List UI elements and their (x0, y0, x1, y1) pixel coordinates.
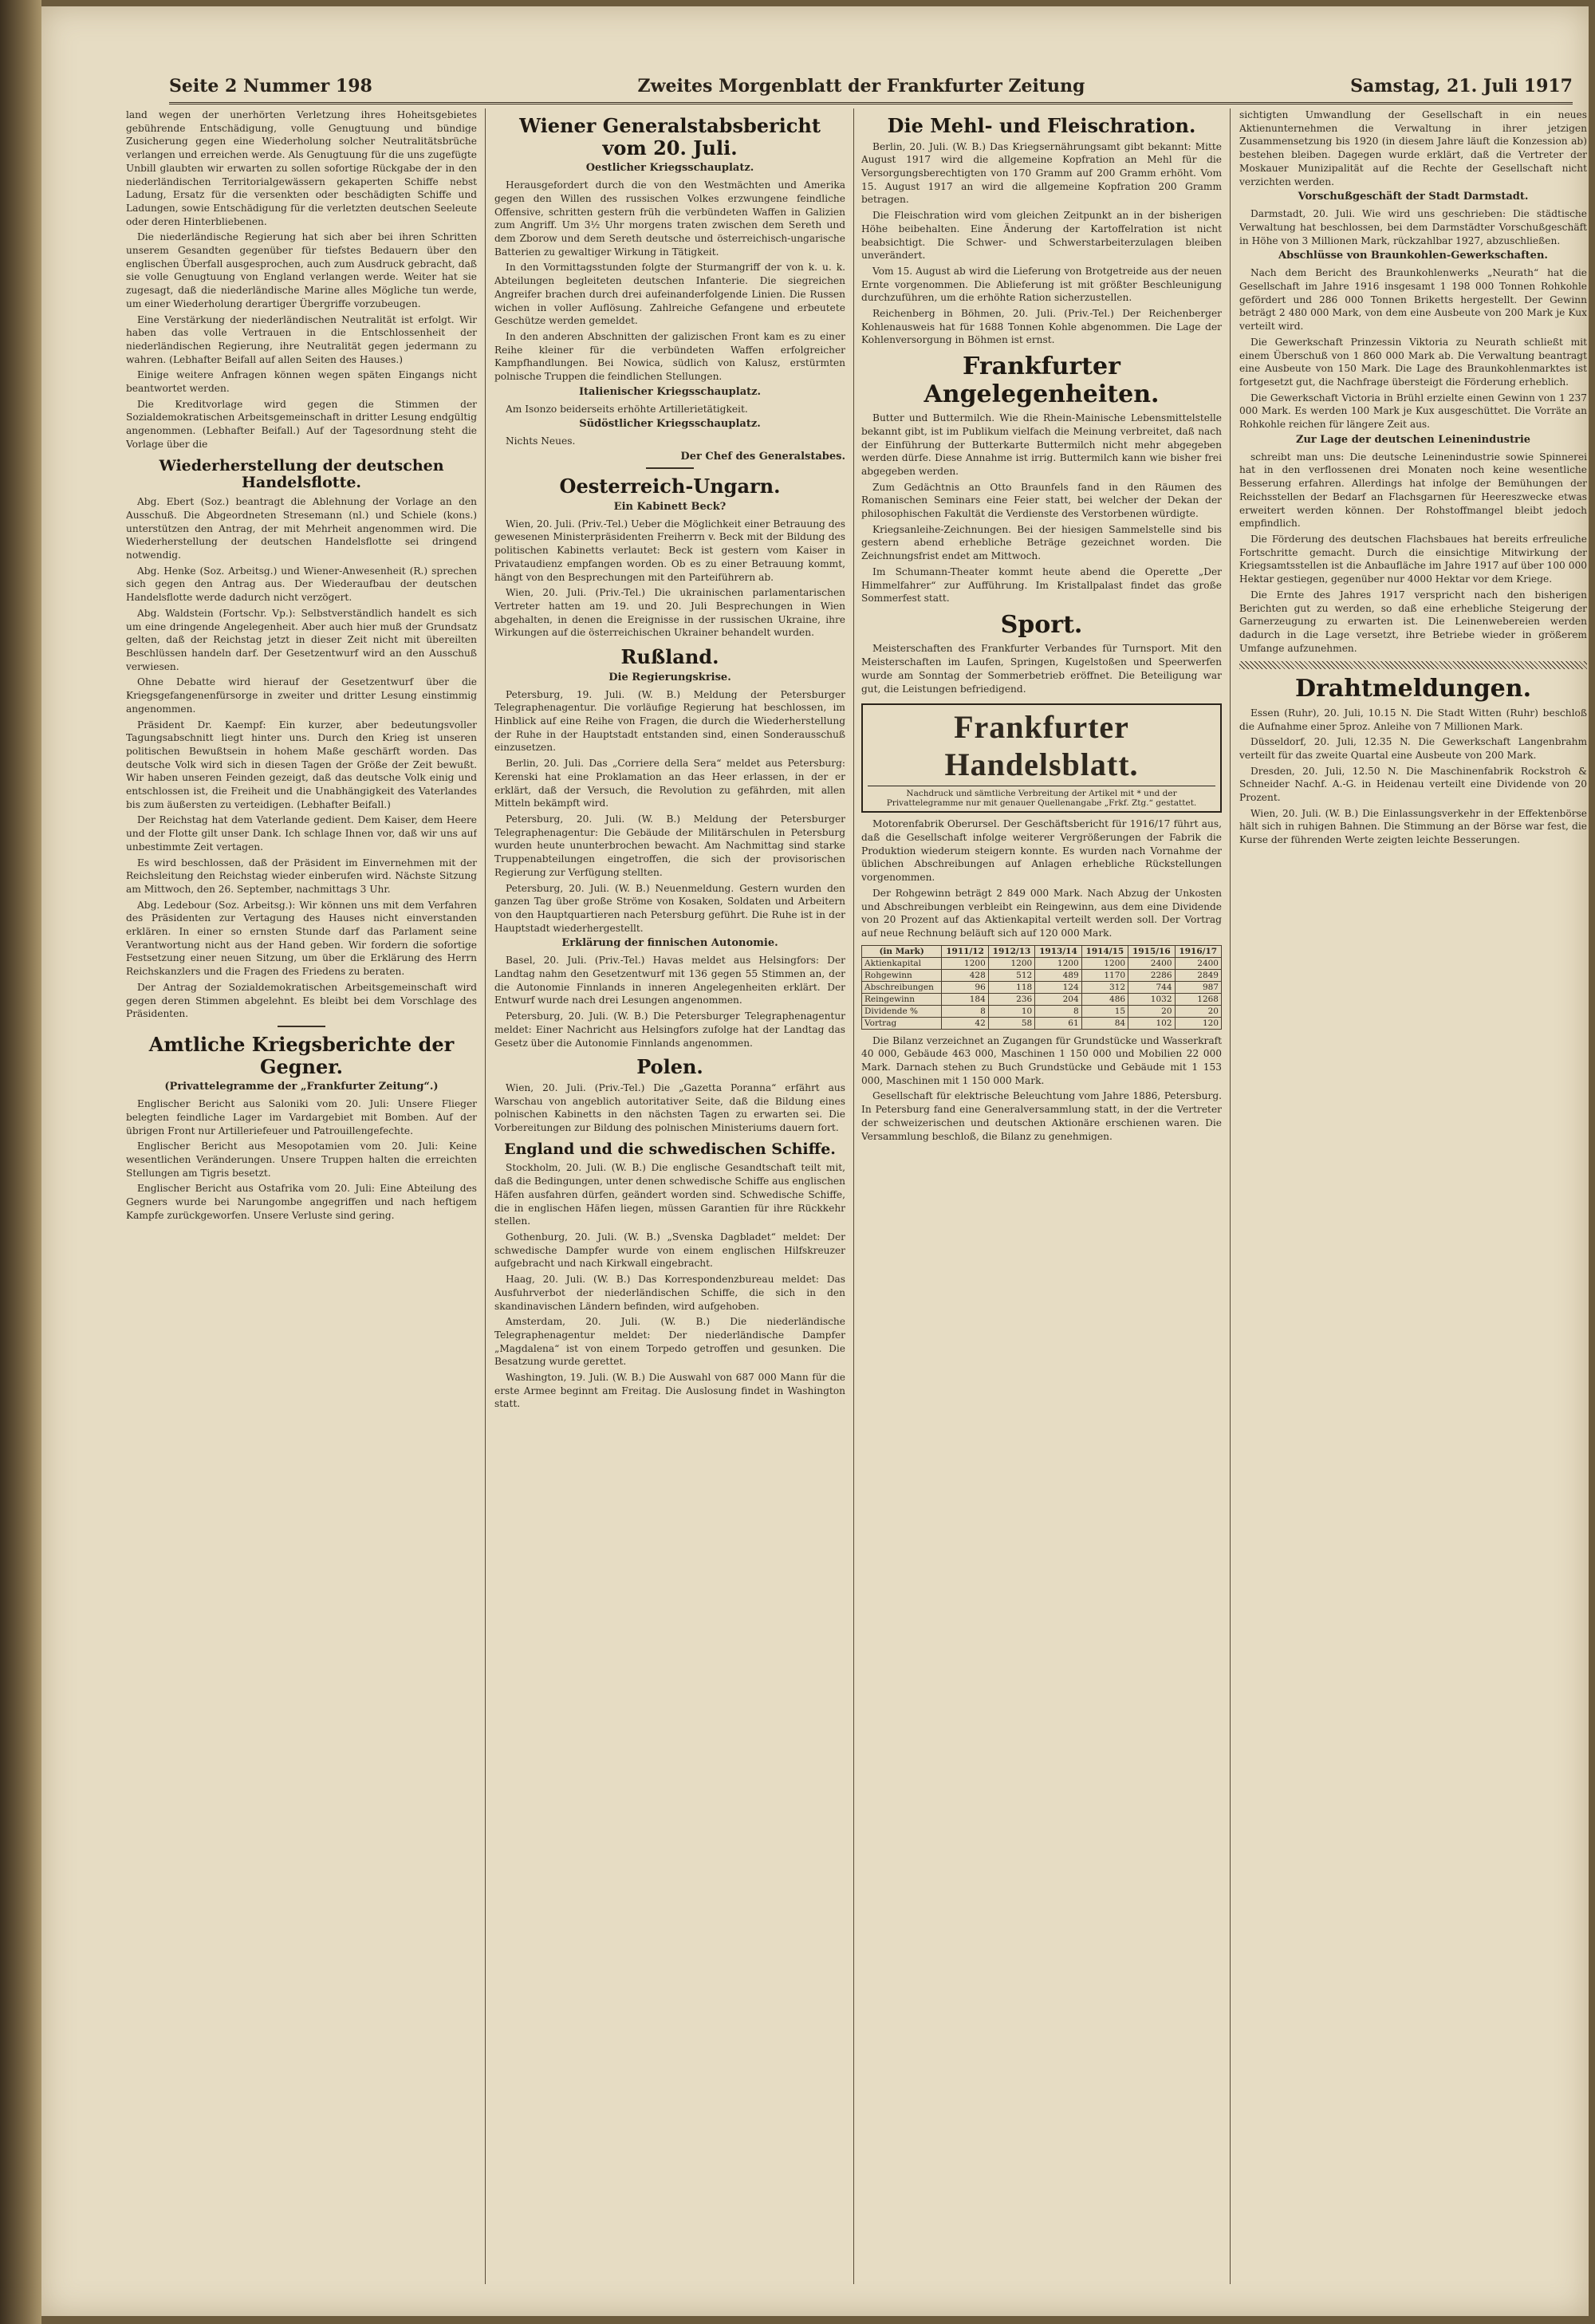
table-cell: 1200 (988, 957, 1034, 969)
table-cell: 744 (1128, 981, 1175, 993)
paragraph: Wien, 20. Juli. (W. B.) Die Einlassungsverkehr in der Effektenbörse hält sich in ruhigen Bahnen. Die Stimmung an der Börse war fest, die Kurse der führenden Werte zeigten leichte Besserungen. (1239, 807, 1587, 846)
paragraph: Berlin, 20. Juli. (W. B.) Das Kriegsernährungsamt gibt bekannt: Mitte August 1917 wird die allgemeine Kopfration an Mehl für die Versorgungsberechtigten von 170 Gramm auf 200 Gramm erhöht. Vom 15. August 1917 an wird die allgemeine Kopfration 200 Gramm betragen. (861, 140, 1222, 206)
paragraph: Essen (Ruhr), 20. Juli, 10.15 N. Die Stadt Witten (Ruhr) beschloß die Aufnahme einer 5proz. Anleihe von 7 Millionen Mark. (1239, 707, 1587, 732)
table-cell: 124 (1035, 981, 1081, 993)
header-masthead: Zweites Morgenblatt der Frankfurter Zeitung (637, 76, 1085, 97)
paragraph: Die Gewerkschaft Victoria in Brühl erzielte einen Gewinn von 1 237 000 Mark. Es werden 100 Mark je Kux ausgeschüttet. Die Vorräte an Rohkohle reichen für längere Zeit aus. (1239, 392, 1587, 431)
table-cell: 2849 (1175, 969, 1221, 981)
table-cell: Reingewinn (862, 993, 942, 1005)
table-cell: 61 (1035, 1017, 1081, 1029)
section-heading: Frankfurter Angelegenheiten. (924, 353, 1160, 408)
paragraph: Ohne Debatte wird hierauf der Gesetzentwurf über die Kriegsgefangenenfürsorge in zweiter und dritter Lesung einstimmig angenommen. (126, 676, 477, 715)
section-heading: Oesterreich-Ungarn. (559, 475, 781, 498)
section-heading: Drahtmeldungen. (1294, 675, 1532, 703)
paragraph: Im Schumann-Theater kommt heute abend die Operette „Der Himmelfahrer“ zur Aufführung. Im Kristallpalast findet das große Sommerfest statt. (861, 565, 1222, 605)
paragraph: Abg. Ebert (Soz.) beantragt die Ablehnung der Vorlage an den Ausschuß. Die Abgeordneten Stresemann (nl.) und Schiele (kons.) unterstützen den Antrag, der mit Mehrheit angenommen wird. Die Wiederherstellung der deutschen Handelsflotte sei dringend notwendig. (126, 496, 477, 561)
paragraph: Petersburg, 20. Juli. (W. B.) Meldung der Petersburger Telegraphenagentur: Die Gebäude der Militärschulen in Petersburg wurden heute ununterbrochen bewacht. Am Nachmittag sind starke Truppenabteilungen eingetroffen, die sich der provisorischen Regierung zur Verfügung stellten. (494, 813, 845, 878)
table-cell: 2400 (1128, 957, 1175, 969)
paragraph: Die niederländische Regierung hat sich aber bei ihren Schritten unserem Gesandten gegenüber für tiefstes Bedauern über den englischen Überfall ausgesprochen, auch zum Ausdruck gebracht, daß sie volle Genugtuung von England verlangen werde. Weiter hat sie zugesagt, daß die niederländische Marine alles Mögliche tun werde, um einer Wiederholung derartiger Übergriffe vorzubeugen. (126, 231, 477, 309)
handelsblatt-banner (861, 703, 1222, 813)
paragraph: In den Vormittagsstunden folgte der Sturmangriff der von k. u. k. Abteilungen begleiteten deutschen Infanterie. Die siegreichen Angreifer brachen durch drei aufeinanderfolgende Linien. Die Russen wichen in voller Auflösung. Zahlreiche Gefangene und erbeutete Geschütze werden gemeldet. (494, 262, 845, 327)
table-cell: 84 (1081, 1017, 1128, 1029)
paragraph: Am Isonzo beiderseits erhöhte Artillerietätigkeit. (506, 403, 748, 415)
table-cell: 42 (942, 1017, 988, 1029)
table-cell: 1268 (1175, 993, 1221, 1005)
paragraph: Zum Gedächtnis an Otto Braunfels fand in den Räumen des Romanischen Seminars eine Feier statt, bei welcher der Dekan der philosophischen Fakultät die Verdienste des Verstorbenen würdigte. (861, 481, 1222, 520)
paragraph: Der Antrag der Sozialdemokratischen Arbeitsgemeinschaft wird gegen deren Stimmen abgelehnt. Es bleibt bei dem Vorschlage des Präsidenten. (126, 981, 477, 1020)
column-2 (494, 108, 845, 2284)
section-heading: Wiederherstellung der deutschen Handelsflotte. (159, 456, 444, 492)
subheading: Italienischer Kriegsschauplatz. (578, 385, 762, 398)
table-cell: 1200 (942, 957, 988, 969)
separator (646, 467, 694, 469)
paragraph: sichtigten Umwandlung der Gesellschaft in ein neues Aktienunternehmen die Verwaltung in ihrer jetzigen Zusammensetzung bis 1920 (in diesem Jahre läuft die Konzession ab) bestehen bleiben. Dagegen wurde erklärt, daß die Vertreter der Moskauer Munizipalität auf die Rechte der Gesellschaft nicht verzichten werden. (1239, 109, 1587, 187)
table-cell: 10 (988, 1005, 1034, 1017)
paragraph: Englischer Bericht aus Mesopotamien vom 20. Juli: Keine wesentlichen Veränderungen. Unsere Truppen halten die erreichten Stellungen am Tigris besetzt. (126, 1140, 477, 1179)
table-cell: 428 (942, 969, 988, 981)
paragraph: Präsident Dr. Kaempf: Ein kurzer, aber bedeutungsvoller Tagungsabschnitt liegt hinter uns. Durch den Krieg ist unseren politischen Bewußtsein in hohem Maße geschärft worden. Das deutsche Volk wird sich in diesen Tagen der Größe der Zeit bewußt. Wir haben unseren Feinden gezeigt, daß das deutsche Volk einig und entschlossen ist, die Freiheit und die Unabhängigkeit des Vaterlandes bis zum äußersten zu verteidigen. (Lebhafter Beifall.) (126, 719, 477, 810)
table-cell: Dividende % (862, 1005, 942, 1017)
paragraph: Es wird beschlossen, daß der Präsident im Einvernehmen mit der Reichsleitung den Reichstag wieder einberufen wird. Nächste Sitzung am Mittwoch, den 26. September, nachmittags 3 Uhr. (126, 857, 477, 895)
paragraph: Washington, 19. Juli. (W. B.) Die Auswahl von 687 000 Mann für die erste Armee beginnt am Freitag. Die Auslosung findet in Washington statt. (494, 1372, 845, 1410)
column-1 (126, 108, 477, 2284)
paragraph: Nach dem Bericht des Braunkohlenwerks „Neurath“ hat die Gesellschaft im Jahre 1916 insgesamt 1 198 000 Tonnen Rohkohle gefördert und 286 000 Tonnen Briketts hergestellt. Der Gewinn beträgt 2 480 000 Mark, von dem eine Ausbeute von 200 Mark je Kux verteilt wird. (1239, 267, 1587, 333)
signature: Der Chef des Generalstabes. (680, 451, 845, 463)
paragraph: Die Ernte des Jahres 1917 verspricht nach den bisherigen Berichten gut zu werden, so daß eine erhebliche Steigerung der Garnerzeugung zu erwarten ist. Die Leinenwebereien werden dadurch in die Lage versetzt, ihre Betriebe wieder in größerem Umfange aufzunehmen. (1239, 589, 1587, 654)
subheading: (Privattelegramme der „Frankfurter Zeitung“.) (164, 1081, 439, 1093)
column-rule (853, 108, 854, 2284)
paragraph: Petersburg, 19. Juli. (W. B.) Meldung der Petersburger Telegraphenagentur. Die vorläufige Regierung hat beschlossen, im Hinblick auf eine Reihe von Fragen, die durch die Wiederherstellung der Ruhe in der Hauptstadt entstanden sind, einen Sonderausschuß einzusetzen. (494, 688, 845, 754)
paragraph: Gesellschaft für elektrische Beleuchtung vom Jahre 1886, Petersburg. In Petersburg fand eine Generalversammlung statt, in der die Vertreter der schweizerischen und deutschen Aktionäre erschienen waren. Die Versammlung beschloß, die Bilanz zu genehmigen. (861, 1090, 1222, 1142)
decorative-rule (1239, 661, 1587, 669)
paragraph: Petersburg, 20. Juli. (W. B.) Die Petersburger Telegraphenagentur meldet: Einer Nachricht aus Helsingfors zufolge hat der Landtag das Gesetz über die Autonomie Finnlands angenommen. (494, 1010, 845, 1049)
header-date: Samstag, 21. Juli 1917 (1350, 76, 1573, 97)
table-cell: 2400 (1175, 957, 1221, 969)
paragraph: Gothenburg, 20. Juli. (W. B.) „Svenska Dagbladet“ meldet: Der schwedische Dampfer wurde von einem englischen Hilfskreuzer aufgebracht und nach Kirkwall eingebracht. (494, 1231, 845, 1270)
paragraph: Amsterdam, 20. Juli. (W. B.) Die niederländische Telegraphenagentur meldet: Der niederländische Dampfer „Magdalena“ ist von einem Torpedo getroffen und gesunken. Die Besatzung wurde gerettet. (494, 1316, 845, 1368)
table-cell: 2286 (1128, 969, 1175, 981)
table-cell: 184 (942, 993, 988, 1005)
table-cell: 1200 (1035, 957, 1081, 969)
paragraph: Wien, 20. Juli. (Priv.-Tel.) Die ukrainischen parlamentarischen Vertreter hatten am 19. und 20. Juli Besprechungen in Wien abgehalten, in denen die Ereignisse in der russischen Ukraine, ihre Wirkungen auf die österreichischen Ukrainer behandelt wurden. (494, 587, 845, 639)
paragraph: Meisterschaften des Frankfurter Verbandes für Turnsport. Mit den Meisterschaften im Laufen, Springen, Kugelstoßen und Speerwerfen wurde am Sonntag der Sommerbetrieb eröffnet. Die Beteiligung war gut, die Leistungen befriedigend. (861, 643, 1222, 695)
book-binding (0, 0, 41, 2324)
paragraph: Motorenfabrik Oberursel. Der Geschäftsbericht für 1916/17 führt aus, daß die Gesellschaft infolge weiterer Vergrößerungen der Fabrik die Produktion wiederum steigern konnte. Es wurden nach Vornahme der üblichen Abschreibungen auf Anlagen erhebliche Rückstellungen vorgenommen. (861, 818, 1222, 884)
section-heading: Sport. (1000, 610, 1083, 639)
table-cell: Vortrag (862, 1017, 942, 1029)
section-heading: Polen. (636, 1055, 703, 1079)
paragraph: Die Kreditvorlage wird gegen die Stimmen der Sozialdemokratischen Arbeitsgemeinschaft in dritter Lesung endgültig angenommen. (Lebhafter Beifall.) Auf der Tagesordnung steht die Vorlage über die (126, 398, 477, 450)
table-cell: 118 (988, 981, 1034, 993)
paragraph: Darmstadt, 20. Juli. Wie wird uns geschrieben: Die städtische Verwaltung hat beschlossen, bei dem Darmstädter Vorschußgeschäft in Höhe von 3 Millionen Mark, rückzahlbar 1927, abzuschließen. (1239, 208, 1587, 246)
header-page-number: Seite 2 Nummer 198 (169, 76, 372, 97)
paragraph: Butter und Buttermilch. Wie die Rhein-Mainische Lebensmittelstelle bekannt gibt, ist im Publikum vielfach die Meinung verbreitet, daß nach der Einführung der Butterkarte Buttermilch nicht mehr abgegeben werden dürfe. Diese Annahme ist irrig. Buttermilch kann wie bisher frei abgegeben werden. (861, 412, 1222, 477)
paragraph: Berlin, 20. Juli. Das „Corriere della Sera“ meldet aus Petersburg: Kerenski hat eine Proklamation an das Heer erlassen, in der er erklärt, daß der Versuch, die Revolution zu gefährden, mit allen Mitteln bekämpft wird. (494, 758, 845, 809)
table-cell: 15 (1081, 1005, 1128, 1017)
table-cell: 96 (942, 981, 988, 993)
column-4 (1239, 108, 1587, 2284)
table-cell: 512 (988, 969, 1034, 981)
paragraph: Englischer Bericht aus Ostafrika vom 20. Juli: Eine Abteilung des Gegners wurde bei Narungombe angegriffen und nach heftigem Kampfe zurückgeworfen. Unsere Verluste sind gering. (126, 1183, 477, 1221)
table-cell: 120 (1175, 1017, 1221, 1029)
table-header-cell: 1915/16 (1128, 945, 1175, 957)
table-cell: 8 (1035, 1005, 1081, 1017)
banner-subtitle: Nachdruck und sämtliche Verbreitung der Artikel mit * und der Privattelegramme nur mit genauer Quellenangabe „Frkf. Ztg.“ gestattet. (868, 786, 1215, 808)
paragraph: Herausgefordert durch die von den Westmächten und Amerika gegen den Willen des russischen Volkes erzwungene feindliche Offensive, schritten gestern früh die verbündeten Waffen in Galizien zum Angriff. Um 3½ Uhr morgens traten zwischen dem Sereth und dem Zborow und dem Sereth deutsche und österreichisch-ungarische Batterien zu gewaltiger Wirkung in Tätigkeit. (494, 179, 845, 258)
table-header-cell: 1914/15 (1081, 945, 1128, 957)
paragraph: Petersburg, 20. Juli. (W. B.) Neuenmeldung. Gestern wurden den ganzen Tag über große Ströme von Kosaken, Soldaten und Arbeitern von den Hauptquartieren nach Petersburg geführt. Die Ruhe ist in der Hauptstadt wiederhergestellt. (494, 882, 845, 934)
subheading: Die Regierungskrise. (608, 671, 731, 683)
section-heading: England und die schwedischen Schiffe. (504, 1140, 836, 1158)
paragraph: Basel, 20. Juli. (Priv.-Tel.) Havas meldet aus Helsingfors: Der Landtag nahm den Gesetzentwurf mit 136 gegen 55 Stimmen an, der die Autonomie Finnlands in inneren Angelegenheiten erklärt. Der Entwurf wurde nach drei Lesungen angenommen. (494, 955, 845, 1006)
table-header-cell: 1911/12 (942, 945, 988, 957)
table-cell: 987 (1175, 981, 1221, 993)
column-rule (485, 108, 486, 2284)
table-header-cell: 1916/17 (1175, 945, 1221, 957)
banner-title: Frankfurter Handelsblatt. (944, 709, 1139, 783)
subheading: Oestlicher Kriegsschauplatz. (585, 162, 754, 175)
table-header-cell: 1912/13 (988, 945, 1034, 957)
paragraph: Die Bilanz verzeichnet an Zugangen für Grundstücke und Wasserkraft 40 000, Gebäude 463 000, Maschinen 1 150 000 und Mobilien 22 000 Mark. Darnach stehen zu Buch Grundstücke und Gebäude mit 1 153 000, Maschinen mit 1 150 000 Mark. (861, 1034, 1222, 1086)
table-cell: 102 (1128, 1017, 1175, 1029)
subheading: Erklärung der finnischen Autonomie. (561, 937, 778, 950)
paragraph: Düsseldorf, 20. Juli, 12.35 N. Die Gewerkschaft Langenbrahm verteilt für das zweite Quartal eine Ausbeute von 200 Mark. (1239, 736, 1587, 761)
table-header-cell: 1913/14 (1035, 945, 1081, 957)
paragraph: Die Fleischration wird vom gleichen Zeitpunkt an in der bisherigen Höhe beibehalten. Eine Änderung der Kartoffelration ist nicht beabsichtigt. Die Schwer- und Schwerstarbeiterzulagen bleiben unverändert. (861, 210, 1222, 262)
paragraph: Reichenberg in Böhmen, 20. Juli. (Priv.-Tel.) Der Reichenberger Kohlenausweis hat für 1688 Tonnen Kohle abgenommen. Die Lage der Kohlenversorgung in Böhmen ist ernst. (861, 308, 1222, 346)
paragraph: Die Gewerkschaft Prinzessin Viktoria zu Neurath schließt mit einem Überschuß von 1 860 000 Mark ab. Die Verwaltung beantragt eine Ausbeute von 150 Mark. Die Lage des Braunkohlenmarktes ist fortgesetzt gut, die Nachfrage übersteigt die Förderung erheblich. (1239, 336, 1587, 388)
separator (278, 1026, 325, 1027)
paragraph: Wien, 20. Juli. (Priv.-Tel.) Ueber die Möglichkeit einer Betrauung des gewesenen Ministerpräsidenten Freiherrn v. Beck mit der Bildung des politischen Kabinetts verlautet: Beck ist gestern vom Kaiser in Privataudienz empfangen worden. Ob es zu einer Betrauung kommt, hängt von den Besprechungen mit den Parteiführern ab. (494, 518, 845, 583)
financial-table (861, 945, 1222, 1030)
column-rule (1230, 108, 1231, 2284)
paragraph: Abg. Ledebour (Soz. Arbeitsg.): Wir können uns mit dem Verfahren des Präsidenten zur Vertagung des Hauses nicht einverstanden erklären. In einer so ernsten Stunde darf das Parlament seine Verantwortung nicht aus der Hand geben. Wir fordern die sofortige Festsetzung einer neuen Sitzung, um über die Erklärung des Herrn Reichskanzlers und die Fragen des Friedens zu beraten. (126, 899, 477, 978)
table-cell: 486 (1081, 993, 1128, 1005)
paragraph: Der Reichstag hat dem Vaterlande gedient. Dem Kaiser, dem Heere und der Flotte gilt unser Dank. Ich schlage Ihnen vor, daß wir uns auf unbestimmte Zeit vertagen. (126, 814, 477, 853)
table-row (862, 1017, 1222, 1029)
table-cell: 1200 (1081, 957, 1128, 969)
column-3 (861, 108, 1222, 2284)
table-cell: 204 (1035, 993, 1081, 1005)
paragraph: schreibt man uns: Die deutsche Leinenindustrie sowie Spinnerei hat in den verflossenen drei Monaten noch keine wesentliche Besserung erfahren. Allerdings hat infolge der Bemühungen der Reichsstellen der Bedarf an Flachsgarnen für Heereszwecke etwas erweitert werden können. Der Rohstoffmangel bleibt jedoch empfindlich. (1239, 451, 1587, 530)
section-heading: Wiener Generalstabsbericht vom 20. Juli. (519, 114, 821, 160)
table-row (862, 957, 1222, 969)
table-cell: 20 (1128, 1005, 1175, 1017)
page-header (169, 70, 1573, 104)
paragraph: Stockholm, 20. Juli. (W. B.) Die englische Gesandtschaft teilt mit, daß die Bedingungen, unter denen schwedische Schiffe aus englischen Häfen ausfahren dürfen, geändert worden sind. Schwedische Schiffe, die in englischen Häfen liegen, müssen Garantien für ihre Rückkehr stellen. (494, 1162, 845, 1227)
table-row (862, 969, 1222, 981)
subheading: Südöstlicher Kriegsschauplatz. (579, 418, 761, 431)
table-cell: 489 (1035, 969, 1081, 981)
paragraph: In den anderen Abschnitten der galizischen Front kam es zu einer Reihe kleiner für die verbündeten Waffen erfolgreicher Kampfhandlungen. Bei Nowica, südlich von Kalusz, erstürmten polnische Truppen die feindlichen Stellungen. (494, 330, 845, 383)
paragraph: Die Förderung des deutschen Flachsbaues hat bereits erfreuliche Fortschritte gemacht. Durch die einsichtige Mitwirkung der Kriegsamtsstellen ist die Anbaufläche im Jahre 1917 auf über 100 000 Hektar gestiegen, gegenüber nur 4000 Hektar vor dem Kriege. (1239, 533, 1587, 585)
table-cell: Abschreibungen (862, 981, 942, 993)
paragraph: Dresden, 20. Juli, 12.50 N. Die Maschinenfabrik Rockstroh & Schneider Nachf. A.-G. in Heidenau verteilt eine Dividende von 20 Prozent. (1239, 765, 1587, 804)
table-cell: 1032 (1128, 993, 1175, 1005)
table-cell: Aktienkapital (862, 957, 942, 969)
paragraph: Kriegsanleihe-Zeichnungen. Bei der hiesigen Sammelstelle sind bis gestern abend erhebliche Beträge gezeichnet worden. Die Zeichnungsfrist endet am Mittwoch. (861, 523, 1222, 562)
paragraph: Der Rohgewinn beträgt 2 849 000 Mark. Nach Abzug der Unkosten und Abschreibungen verbleibt ein Reingewinn, aus dem eine Dividende von 20 Prozent auf das Aktienkapital verteilt werden soll. Der Vortrag auf neue Rechnung beläuft sich auf 120 000 Mark. (861, 887, 1222, 939)
section-heading: Die Mehl- und Fleischration. (887, 114, 1196, 137)
paragraph: Haag, 20. Juli. (W. B.) Das Korrespondenzbureau meldet: Das Ausfuhrverbot der niederländischen Schiffe, die sich in den skandinavischen Ländern befinden, wird aufgehoben. (494, 1274, 845, 1312)
subheading: Vorschußgeschäft der Stadt Darmstadt. (1298, 191, 1529, 203)
paragraph: Abg. Waldstein (Fortschr. Vp.): Selbstverständlich handelt es sich um eine dringende Angelegenheit. Aber auch hier muß der Grundsatz gelten, daß der Reichstag jetzt in dieser Zeit nicht mit übereilten Beschlüssen handeln darf. Der Gesetzentwurf wird an den Ausschuß verwiesen. (126, 607, 477, 672)
table-row (862, 981, 1222, 993)
table-header-cell: (in Mark) (862, 945, 942, 957)
paragraph: Englischer Bericht aus Saloniki vom 20. Juli: Unsere Flieger belegten feindliche Lager im Vardargebiet mit Bomben. Auf der übrigen Front nur Artilleriefeuer und Patrouillengefechte. (126, 1098, 477, 1136)
paragraph: Wien, 20. Juli. (Priv.-Tel.) Die „Gazetta Poranna“ erfährt aus Warschau von angeblich autoritativer Seite, daß die Bildung eines polnischen Kabinetts in den nächsten Tagen zu erwarten sei. Die Vorbereitungen zur Bildung des polnischen Ministeriums dauern fort. (494, 1081, 845, 1133)
section-heading: Rußland. (620, 645, 719, 669)
paragraph: Eine Verstärkung der niederländischen Neutralität ist erfolgt. Wir haben das volle Vertrauen in die Entschlossenheit der niederländischen Regierung, ihre Neutralität gegen jedermann zu wahren. (Lebhafter Beifall auf allen Seiten des Hauses.) (126, 313, 477, 365)
table-cell: 1170 (1081, 969, 1128, 981)
table-row (862, 1005, 1222, 1017)
table-row (862, 993, 1222, 1005)
table-cell: 312 (1081, 981, 1128, 993)
paragraph: Nichts Neues. (506, 435, 576, 447)
paragraph: land wegen der unerhörten Verletzung ihres Hoheitsgebietes gebührende Entschädigung, volle Genugtuung und bündige Zusicherung gegen eine Wiederholung solcher Neutralitätsbrüche verlangen und erreichen werde. Als Genugtuung für die uns zugefügte Unbill glaubten wir erwarten zu sollen sofortige Rückgabe der in den niederländischen Territorialgewässern gekaperten Schiffe nebst Ladung, Ersatz für die versenkten oder beschädigten Schiffe und Ladungen, sowie Entschädigung für die verletzten deutschen Seeleute oder deren Hinterbliebenen. (126, 109, 477, 227)
paragraph: Einige weitere Anfragen können wegen späten Eingangs nicht beantwortet werden. (126, 369, 477, 395)
newspaper-page (41, 6, 1589, 2316)
table-cell: Rohgewinn (862, 969, 942, 981)
subheading: Ein Kabinett Beck? (613, 500, 727, 513)
section-heading: Amtliche Kriegsberichte der Gegner. (148, 1032, 455, 1078)
paragraph: Vom 15. August ab wird die Lieferung von Brotgetreide aus der neuen Ernte vorgenommen. Die Ablieferung ist mit größter Beschleunigung durchzuführen, um die erhöhte Ration sicherzustellen. (861, 265, 1222, 304)
subheading: Abschlüsse von Braunkohlen-Gewerkschaften. (1278, 250, 1548, 262)
table-cell: 8 (942, 1005, 988, 1017)
subheading: Zur Lage der deutschen Leinenindustrie (1295, 433, 1531, 446)
paragraph: Abg. Henke (Soz. Arbeitsg.) und Wiener-Anwesenheit (R.) sprechen sich gegen den Antrag aus. Der Wiederaufbau der deutschen Handelsflotte werde dadurch nicht verzögert. (126, 565, 477, 604)
table-cell: 236 (988, 993, 1034, 1005)
table-cell: 20 (1175, 1005, 1221, 1017)
table-cell: 58 (988, 1017, 1034, 1029)
